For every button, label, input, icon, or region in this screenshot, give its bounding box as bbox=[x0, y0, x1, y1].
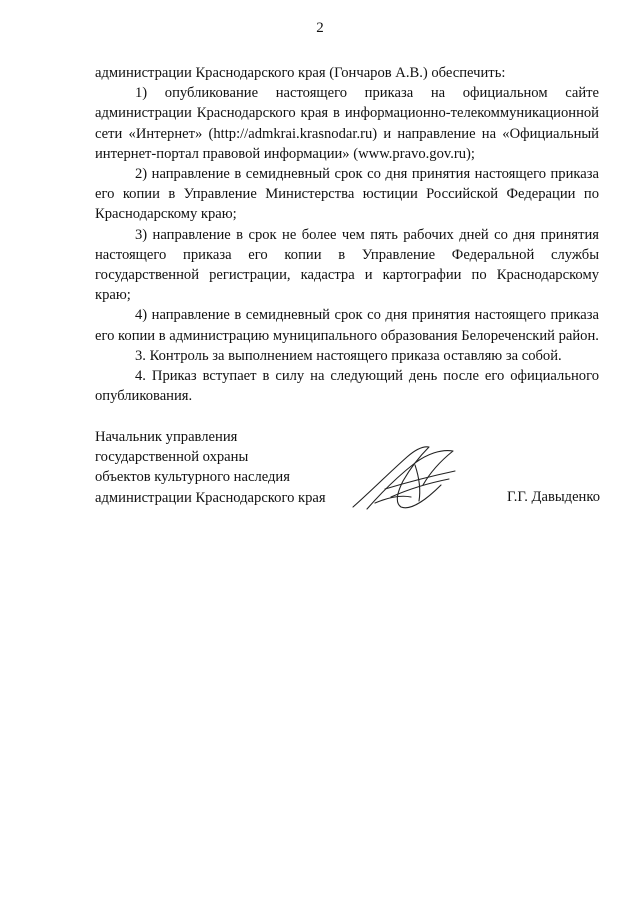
paragraph-item-3: 3) направление в срок не более чем пять рабочих дней со дня принятия настоящего приказа его копии в Управление Федеральной службы государственной регистрации, кадастра и картографии по Краснодарскому краю; bbox=[95, 226, 599, 304]
handwritten-signature bbox=[345, 437, 465, 517]
page-number: 2 bbox=[316, 20, 324, 36]
signatory-title-line: государственной охраны bbox=[95, 449, 249, 466]
signatory-name: Г.Г. Давыденко bbox=[506, 489, 600, 505]
signatory-title bbox=[95, 427, 355, 508]
signatory-title-line: объектов культурного наследия bbox=[95, 469, 290, 486]
signatory-title-line: администрации Краснодарского края bbox=[95, 489, 326, 506]
signature-block bbox=[95, 427, 600, 527]
paragraph-continuation: администрации Краснодарского края (Гончаров А.В.) обеспечить: bbox=[95, 65, 506, 81]
document-body bbox=[95, 63, 599, 406]
paragraph-clause-3: 3. Контроль за выполнением настоящего приказа оставляю за собой. bbox=[135, 347, 562, 364]
paragraph-item-1: 1) опубликование настоящего приказа на официальном сайте администрации Краснодарского края в информационно-телекоммуникационной сети «Интернет» (http://admkrai.krasnodar.ru) и направление на «Официальный интернет-портал правовой информации» (www.pravo.gov.ru); bbox=[95, 85, 599, 162]
paragraph-item-2: 2) направление в семидневный срок со дня принятия настоящего приказа его копии в Управление Министерства юстиции Российской Федерации по Краснодарскому краю; bbox=[95, 166, 599, 223]
signatory-title-line: Начальник управления bbox=[95, 429, 238, 445]
paragraph-item-4: 4) направление в семидневный срок со дня принятия настоящего приказа его копии в администрацию муниципального образования Белореченский район. bbox=[95, 307, 599, 344]
paragraph-clause-4: 4. Приказ вступает в силу на следующий день после его официального опубликования. bbox=[95, 368, 599, 405]
